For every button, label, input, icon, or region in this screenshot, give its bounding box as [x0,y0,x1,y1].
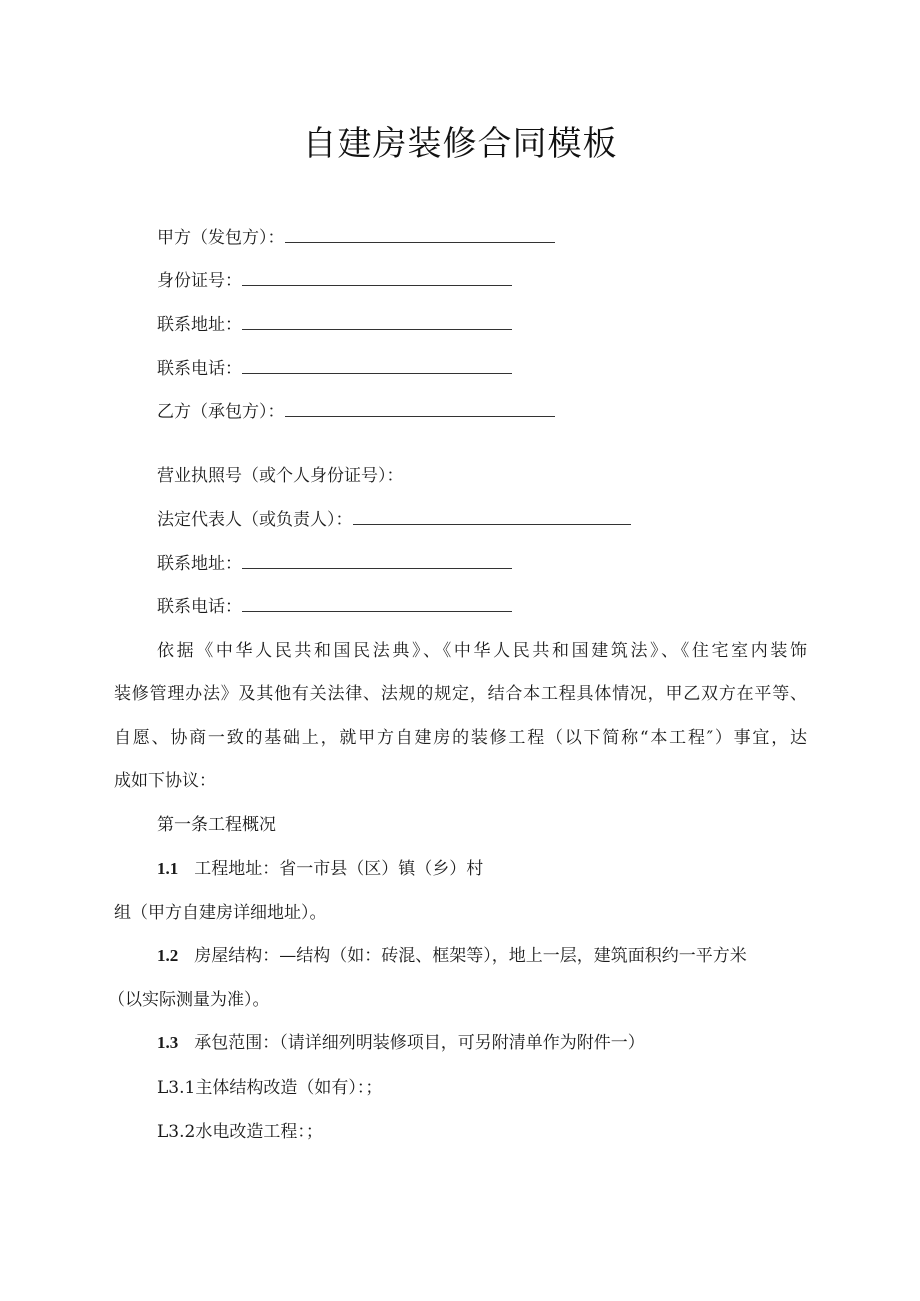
preamble-line-4: 成如下协议： [114,771,216,791]
party-a-phone-blank[interactable] [242,359,512,374]
party-b-address-blank[interactable] [242,554,512,569]
clause-1-1 [157,858,483,880]
document-title: 自建房装修合同模板 [302,124,618,164]
party-b-rep-label: 法定代表人（或负责人）： [157,510,353,530]
clause-1-2 [157,945,747,967]
party-b-rep-line [157,509,631,531]
party-a-phone-line [157,358,512,380]
party-a-address-label: 联系地址： [157,315,242,335]
party-b-phone-blank[interactable] [242,597,512,612]
party-b-address-line [157,553,512,575]
preamble-line-1: 依据《中华人民共和国民法典》、《中华人民共和国建筑法》、《住宅室内装饰 [157,641,807,661]
item-1-3-2: L3.2水电改造工程：； [157,1122,323,1142]
party-a-name-blank[interactable] [285,228,555,243]
party-a-address-blank[interactable] [242,315,512,330]
party-a-address-line [157,314,512,336]
party-a-name-label: 甲方（发包方）： [157,228,285,248]
party-a-name-line [157,227,555,249]
preamble-line-2: 装修管理办法》及其他有关法律、法规的规定，结合本工程具体情况，甲乙双方在平等、 [114,684,807,704]
party-b-license-line [157,465,404,487]
party-b-name-line [157,401,555,423]
party-b-license-label: 营业执照号（或个人身份证号）： [157,466,404,486]
party-a-id-label: 身份证号： [157,271,242,291]
clause-1-2-continuation: （以实际测量为准）。 [108,990,270,1010]
article-1-heading: 第一条工程概况 [157,815,276,835]
party-a-phone-label: 联系电话： [157,359,242,379]
clause-1-1-text: 工程地址：省一市县（区）镇（乡）村 [194,859,484,879]
clause-1-1-number: 1.1 [157,859,179,878]
preamble-line-3: 自愿、协商一致的基础上，就甲方自建房的装修工程（以下简称“本工程″）事宜，达 [114,728,807,748]
clause-1-3-number: 1.3 [157,1033,179,1052]
party-a-id-blank[interactable] [242,271,512,286]
item-1-3-1: L3.1主体结构改造（如有）：； [157,1078,383,1098]
party-a-id-line [157,270,512,292]
party-b-rep-blank[interactable] [353,510,631,525]
clause-1-1-continuation: 组（甲方自建房详细地址）。 [114,903,327,923]
party-b-name-label: 乙方（承包方）： [157,402,285,422]
clause-1-2-text: 房屋结构：—结构（如：砖混、框架等），地上一层，建筑面积约一平方米 [194,946,747,966]
party-b-phone-label: 联系电话： [157,597,242,617]
clause-1-3 [157,1032,645,1054]
clause-1-3-text: 承包范围：（请详细列明装修项目，可另附清单作为附件一） [194,1033,645,1053]
party-b-address-label: 联系地址： [157,554,242,574]
clause-1-2-number: 1.2 [157,946,179,965]
party-b-name-blank[interactable] [285,402,555,417]
party-b-phone-line [157,596,512,618]
